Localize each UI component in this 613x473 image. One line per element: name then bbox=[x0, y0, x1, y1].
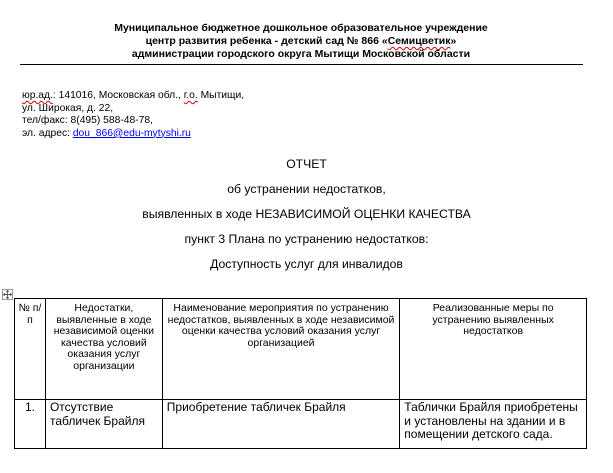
row-measure: Приобретение табличек Брайля bbox=[162, 400, 400, 449]
org-name-line-3: администрации городского округа Мытищи Московской области bbox=[131, 48, 471, 60]
email-label: эл. адрес: bbox=[22, 127, 73, 139]
report-subtitle-line-2: об устранении недостатков, bbox=[227, 182, 386, 196]
report-subtitle-line-4: пункт 3 Плана по устранению недостатков: bbox=[184, 232, 429, 246]
address-text-b: Мытищи, bbox=[197, 90, 245, 101]
report-subtitle-line-3: выявленных в ходе НЕЗАВИСИМОЙ ОЦЕНКИ КАЧЕСТВА bbox=[142, 207, 471, 221]
address-go: г.о. bbox=[183, 90, 198, 101]
contact-email bbox=[22, 128, 244, 141]
email-link[interactable]: dou_866@edu-mytyshi.ru bbox=[72, 127, 191, 139]
row-number: 1. bbox=[15, 400, 46, 449]
move-arrows-icon bbox=[3, 290, 12, 299]
org-name-line-2-prefix: центр развития ребенка - детский сад № 866 « bbox=[145, 35, 388, 47]
header-number: № п/п bbox=[15, 299, 46, 400]
address-text-a: : 141016, Московская обл., bbox=[52, 90, 184, 101]
contact-phone: тел/факс: 8(495) 588-48-78, bbox=[22, 115, 153, 127]
org-name-kindergarten: Семицветик bbox=[387, 35, 451, 47]
report-subtitle-line-5: Доступность услуг для инвалидов bbox=[210, 257, 403, 271]
address-label: юр.ад. bbox=[22, 90, 53, 101]
contact-address bbox=[22, 90, 244, 103]
header-divider bbox=[20, 64, 583, 65]
header-deficiencies: Недостатки, выявленные в ходе независимой оценки качества условий оказания услуг организации bbox=[45, 299, 162, 400]
header-measures: Наименование мероприятия по устранению недостатков, выявленных в ходе независимой оценки качества условий оказания услуг организацией bbox=[162, 299, 400, 400]
org-name-line-2-suffix: » bbox=[450, 35, 457, 47]
table-row bbox=[15, 400, 587, 449]
org-name-line-1: Муниципальное бюджетное дошкольное образовательное учреждение bbox=[114, 22, 488, 34]
organization-header bbox=[20, 22, 582, 61]
table-move-handle-icon[interactable] bbox=[2, 289, 13, 300]
report-title: ОТЧЕТ bbox=[286, 157, 327, 171]
row-deficiency: Отсутствие табличек Брайля bbox=[45, 400, 162, 449]
table-header-row bbox=[15, 299, 587, 400]
contact-block bbox=[22, 90, 244, 140]
org-name-line-2 bbox=[20, 35, 582, 48]
deficiency-table bbox=[14, 298, 587, 449]
row-result: Таблички Брайля приобретены и установлены на здании и в помещении детского сада. bbox=[400, 400, 587, 449]
header-results: Реализованные меры по устранению выявленных недостатков bbox=[400, 299, 587, 400]
contact-street: ул. Широкая, д. 22, bbox=[22, 102, 114, 114]
